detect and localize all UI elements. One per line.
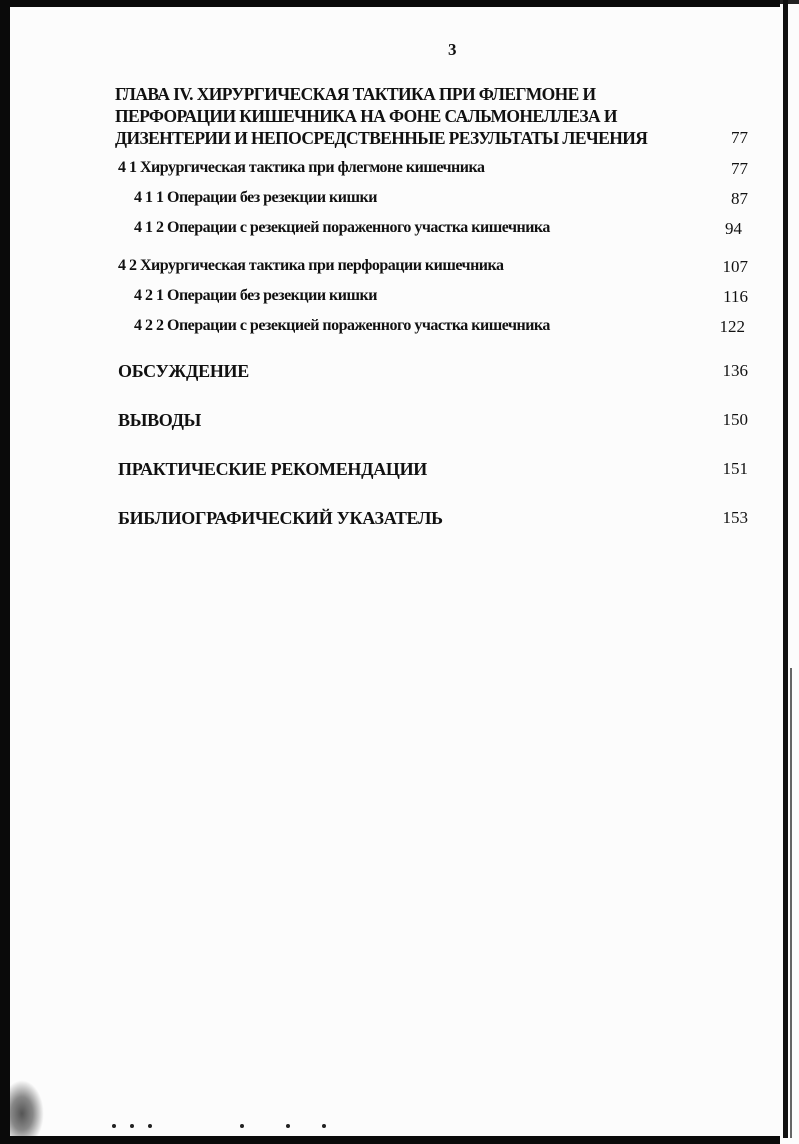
toc-entry-4-1-page: 77 <box>731 159 748 178</box>
toc-section-recommendations: ПРАКТИЧЕСКИЕ РЕКОМЕНДАЦИИ <box>118 459 428 479</box>
toc-entry-4-2: 4 2 Хирургическая тактика при перфорации кишечника <box>118 257 504 274</box>
scan-speck <box>148 1124 152 1128</box>
toc-entry-4-2-page: 107 <box>722 257 748 276</box>
page-number: 3 <box>448 40 457 59</box>
toc-section-bibliography: БИБЛИОГРАФИЧЕСКИЙ УКАЗАТЕЛЬ <box>118 508 443 528</box>
scan-smudge <box>10 1080 44 1136</box>
scan-speck <box>240 1124 244 1128</box>
toc-section-recommendations-page: 151 <box>722 459 748 478</box>
toc-entry-4-2-2-page: 122 <box>719 317 745 336</box>
scan-edge-right <box>783 0 788 1138</box>
scan-speck <box>130 1124 134 1128</box>
scan-edge-left <box>0 0 10 1144</box>
toc-entry-4-1: 4 1 Хирургическая тактика при флегмоне кишечника <box>118 159 485 176</box>
toc-section-bibliography-page: 153 <box>722 508 748 527</box>
toc-section-conclusions: ВЫВОДЫ <box>118 410 202 430</box>
chapter-title-line-1: ГЛАВА IV. ХИРУРГИЧЕСКАЯ ТАКТИКА ПРИ ФЛЕГМОНЕ И <box>115 84 596 104</box>
toc-section-discussion-page: 136 <box>722 361 748 380</box>
toc-entry-4-2-1-page: 116 <box>723 287 748 306</box>
toc-entry-4-2-2: 4 2 2 Операции с резекцией пораженного участка кишечника <box>134 317 550 334</box>
toc-entry-4-1-2: 4 1 2 Операции с резекцией пораженного участка кишечника <box>134 219 550 236</box>
toc-section-conclusions-page: 150 <box>722 410 748 429</box>
scan-speck <box>322 1124 326 1128</box>
chapter-title-line-2: ПЕРФОРАЦИИ КИШЕЧНИКА НА ФОНЕ САЛЬМОНЕЛЛЕЗА И <box>115 106 617 126</box>
toc-entry-4-1-2-page: 94 <box>725 219 742 238</box>
scan-speck <box>286 1124 290 1128</box>
scan-speck <box>112 1124 116 1128</box>
scan-edge-right-shadow <box>790 668 792 1138</box>
scan-edge-top <box>0 0 780 7</box>
toc-entry-4-1-1: 4 1 1 Операции без резекции кишки <box>134 189 377 206</box>
toc-section-discussion: ОБСУЖДЕНИЕ <box>118 361 249 381</box>
scan-edge-bottom <box>0 1136 780 1144</box>
chapter-title-line-3: ДИЗЕНТЕРИИ И НЕПОСРЕДСТВЕННЫЕ РЕЗУЛЬТАТЫ ЛЕЧЕНИЯ <box>115 128 648 148</box>
toc-entry-4-1-1-page: 87 <box>731 189 748 208</box>
toc-entry-4-2-1: 4 2 1 Операции без резекции кишки <box>134 287 377 304</box>
chapter-page-number: 77 <box>731 128 748 147</box>
